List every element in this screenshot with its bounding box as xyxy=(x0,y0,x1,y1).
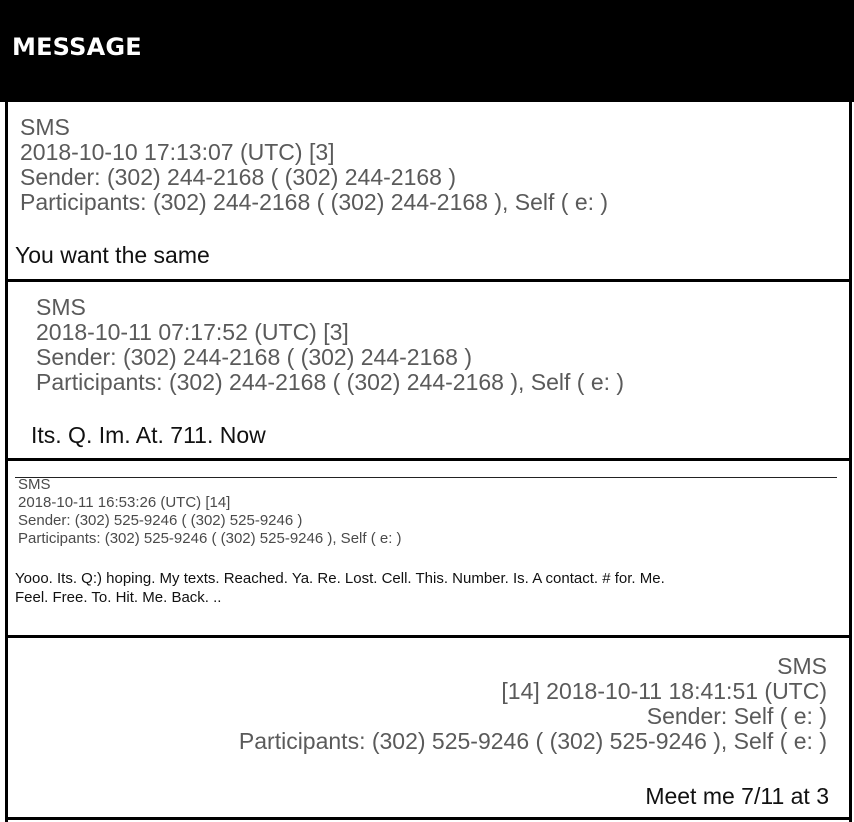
message-sender: Sender: (302) 244-2168 ( (302) 244-2168 ) xyxy=(20,164,457,190)
message-participants: Participants: (302) 244-2168 ( (302) 244-2168 ), Self ( e: ) xyxy=(36,369,625,395)
table-border-left xyxy=(5,102,8,822)
message-datetime: [14] 2018-10-11 18:41:51 (UTC) xyxy=(501,678,827,704)
message-sender: Sender: Self ( e: ) xyxy=(646,703,827,729)
message-type: SMS xyxy=(777,653,827,679)
message-header xyxy=(0,0,854,102)
message-sender: Sender: (302) 244-2168 ( (302) 244-2168 ) xyxy=(36,344,473,370)
message-top-rule xyxy=(15,477,837,478)
row-divider xyxy=(5,635,852,638)
message-participants: Participants: (302) 525-9246 ( (302) 525-9246 ), Self ( e: ) xyxy=(238,728,827,754)
row-divider xyxy=(5,817,852,820)
message-datetime: 2018-10-11 16:53:26 (UTC) [14] xyxy=(18,494,231,511)
message-body: Meet me 7/11 at 3 xyxy=(645,783,829,809)
message-type: SMS xyxy=(36,294,86,320)
message-datetime: 2018-10-10 17:13:07 (UTC) [3] xyxy=(20,139,335,165)
row-divider xyxy=(5,279,852,282)
message-sender: Sender: (302) 525-9246 ( (302) 525-9246 ) xyxy=(18,512,303,529)
message-body-line: Feel. Free. To. Hit. Me. Back. .. xyxy=(15,589,222,606)
message-type: SMS xyxy=(20,114,70,140)
table-border-right xyxy=(849,102,852,822)
message-participants: Participants: (302) 525-9246 ( (302) 525-9246 ), Self ( e: ) xyxy=(18,530,402,547)
header-title: MESSAGE xyxy=(12,33,142,61)
message-datetime: 2018-10-11 07:17:52 (UTC) [3] xyxy=(36,319,349,345)
message-body-line: Yooo. Its. Q:) hoping. My texts. Reached. Ya. Re. Lost. Cell. This. Number. Is. A contact. # for. Me. xyxy=(15,570,665,587)
message-body: Its. Q. Im. At. 711. Now xyxy=(31,422,266,448)
message-type: SMS xyxy=(18,476,51,493)
message-body: You want the same xyxy=(15,242,210,268)
message-participants: Participants: (302) 244-2168 ( (302) 244-2168 ), Self ( e: ) xyxy=(20,189,609,215)
row-divider xyxy=(5,458,852,461)
